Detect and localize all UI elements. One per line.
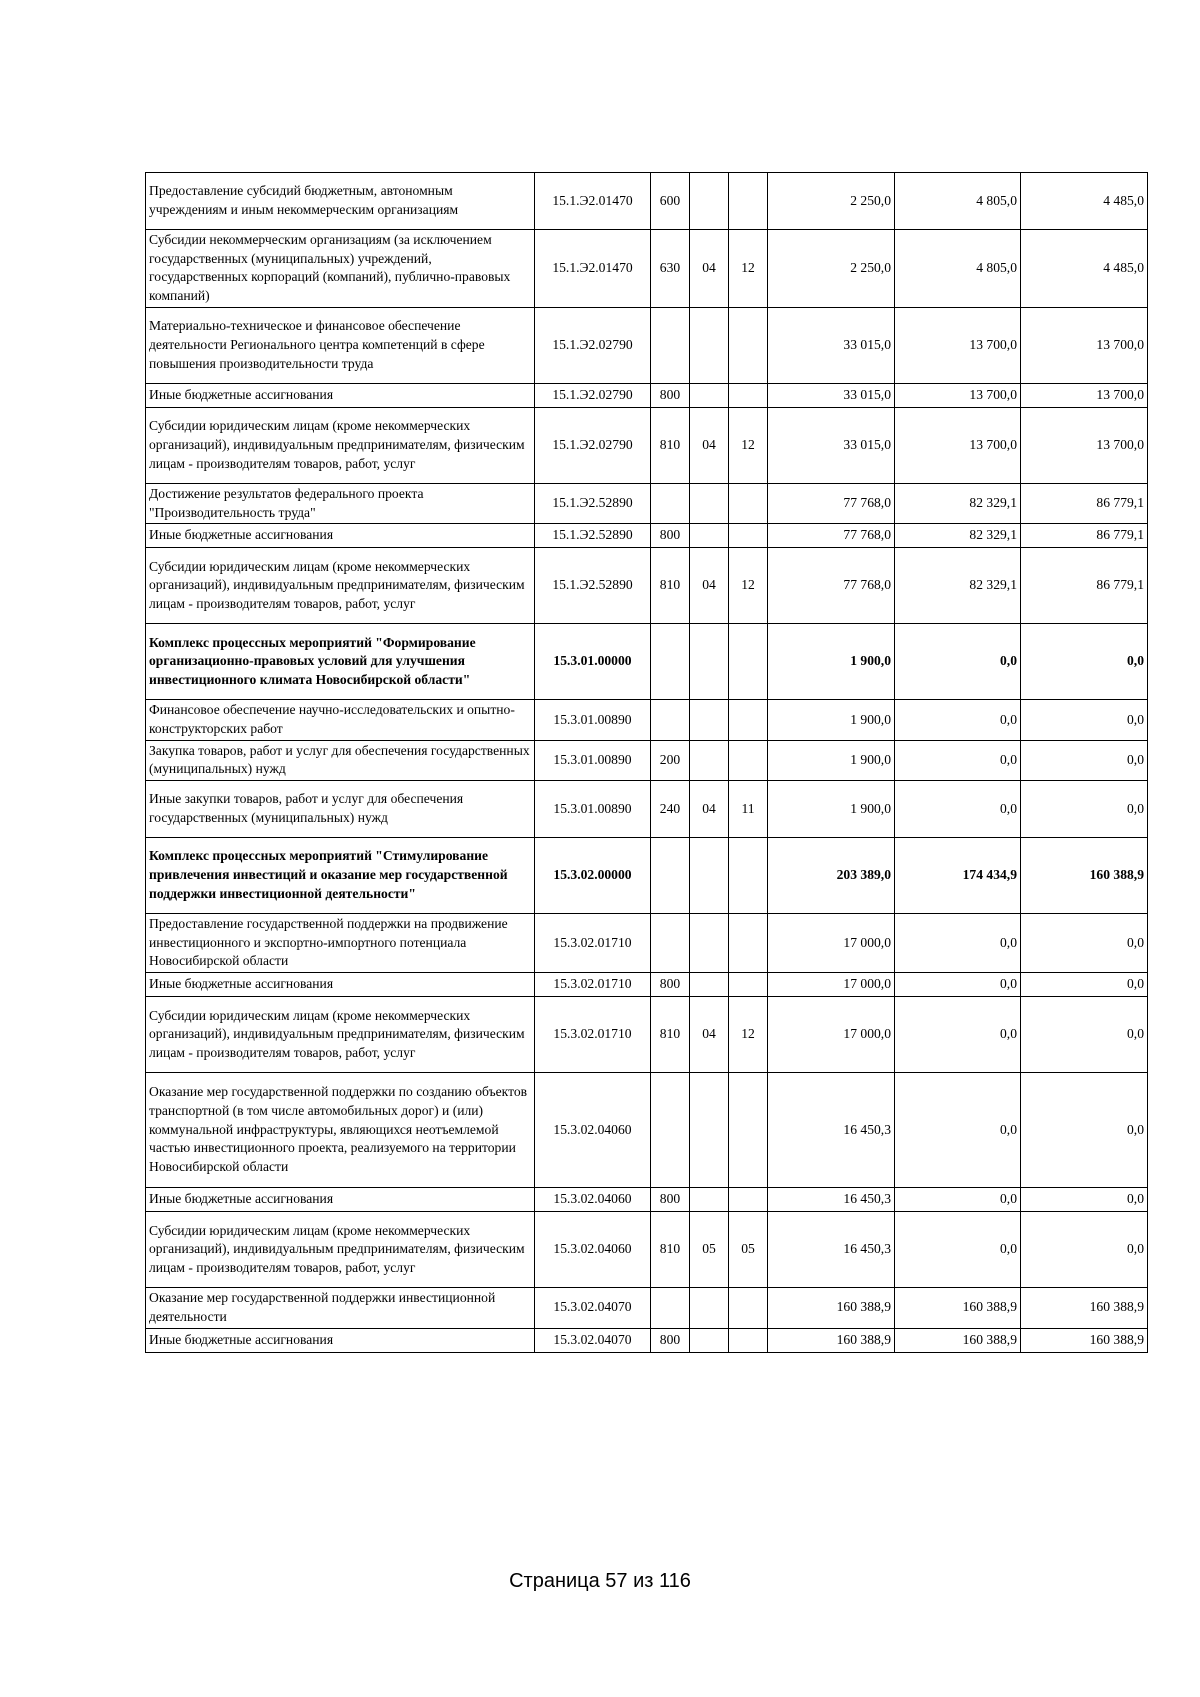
section-code [690,383,729,407]
row-name: Иные закупки товаров, работ и услуг для обеспечения государственных (муниципальных) нужд [146,781,535,838]
section-code: 04 [690,781,729,838]
amount-year-1: 16 450,3 [768,1073,895,1188]
amount-year-1: 17 000,0 [768,914,895,973]
subsection-code: 05 [729,1212,768,1288]
table-row [146,700,1148,740]
expense-type: 800 [651,973,690,997]
section-code [690,1328,729,1352]
amount-year-2: 82 329,1 [895,483,1021,523]
subsection-code: 12 [729,548,768,624]
budget-code: 15.3.02.04070 [535,1288,651,1328]
section-code [690,838,729,914]
amount-year-2: 4 805,0 [895,173,1021,230]
row-name: Субсидии юридическим лицам (кроме некоммерческих организаций), индивидуальным предпринимателям, физическим лицам - производителям товаров, работ, услуг [146,1212,535,1288]
budget-code: 15.3.01.00890 [535,700,651,740]
row-name: Иные бюджетные ассигнования [146,524,535,548]
amount-year-3: 13 700,0 [1021,407,1148,483]
amount-year-3: 13 700,0 [1021,307,1148,383]
section-code [690,973,729,997]
row-name: Субсидии юридическим лицам (кроме некоммерческих организаций), индивидуальным предпринимателям, физическим лицам - производителям товаров, работ, услуг [146,997,535,1073]
expense-type [651,1073,690,1188]
budget-code: 15.1.Э2.52890 [535,524,651,548]
section-code [690,524,729,548]
row-name: Предоставление субсидий бюджетным, автономным учреждениям и иным некоммерческим организациям [146,173,535,230]
subsection-code [729,1188,768,1212]
amount-year-3: 0,0 [1021,1212,1148,1288]
subsection-code: 11 [729,781,768,838]
amount-year-2: 82 329,1 [895,524,1021,548]
amount-year-1: 33 015,0 [768,407,895,483]
subsection-code [729,914,768,973]
amount-year-1: 17 000,0 [768,997,895,1073]
amount-year-3: 0,0 [1021,914,1148,973]
row-name: Комплекс процессных мероприятий "Формирование организационно-правовых условий для улучшения инвестиционного климата Новосибирской области" [146,624,535,700]
expense-type: 600 [651,173,690,230]
row-name: Субсидии юридическим лицам (кроме некоммерческих организаций), индивидуальным предпринимателям, физическим лицам - производителям товаров, работ, услуг [146,548,535,624]
amount-year-2: 13 700,0 [895,407,1021,483]
amount-year-3: 4 485,0 [1021,173,1148,230]
subsection-code [729,838,768,914]
table-row [146,173,1148,230]
row-name: Иные бюджетные ассигнования [146,973,535,997]
table-row [146,997,1148,1073]
amount-year-3: 86 779,1 [1021,548,1148,624]
amount-year-2: 13 700,0 [895,307,1021,383]
amount-year-2: 0,0 [895,997,1021,1073]
budget-code: 15.3.02.04070 [535,1328,651,1352]
budget-code: 15.1.Э2.01470 [535,173,651,230]
amount-year-1: 77 768,0 [768,548,895,624]
expense-type: 800 [651,383,690,407]
page-number: Страница 57 из 116 [509,1570,691,1592]
budget-code: 15.3.02.01710 [535,914,651,973]
expense-type: 810 [651,407,690,483]
subsection-code [729,1073,768,1188]
section-code [690,307,729,383]
budget-code: 15.3.02.04060 [535,1188,651,1212]
amount-year-1: 77 768,0 [768,483,895,523]
table-row [146,1288,1148,1328]
expense-type [651,1288,690,1328]
amount-year-3: 0,0 [1021,1073,1148,1188]
budget-code: 15.3.01.00000 [535,624,651,700]
expense-type: 810 [651,1212,690,1288]
section-code [690,700,729,740]
section-code [690,1188,729,1212]
expense-type [651,700,690,740]
section-code [690,173,729,230]
amount-year-3: 4 485,0 [1021,230,1148,308]
amount-year-1: 203 389,0 [768,838,895,914]
section-code: 04 [690,548,729,624]
expense-type: 800 [651,1188,690,1212]
expense-type: 800 [651,524,690,548]
amount-year-1: 160 388,9 [768,1328,895,1352]
row-name: Субсидии юридическим лицам (кроме некоммерческих организаций), индивидуальным предпринимателям, физическим лицам - производителям товаров, работ, услуг [146,407,535,483]
amount-year-1: 1 900,0 [768,740,895,780]
budget-code: 15.3.02.01710 [535,997,651,1073]
expense-type: 240 [651,781,690,838]
budget-code: 15.3.02.01710 [535,973,651,997]
amount-year-2: 0,0 [895,624,1021,700]
subsection-code [729,1328,768,1352]
subsection-code [729,624,768,700]
amount-year-2: 0,0 [895,1073,1021,1188]
amount-year-3: 0,0 [1021,1188,1148,1212]
amount-year-2: 174 434,9 [895,838,1021,914]
table-row [146,1073,1148,1188]
amount-year-3: 86 779,1 [1021,524,1148,548]
table-row [146,740,1148,780]
row-name: Оказание мер государственной поддержки по созданию объектов транспортной (в том числе автомобильных дорог) и (или) коммунальной инфраструктуры, являющихся неотъемлемой частью инвестиционного проекта, реализуемого на территории Новосибирской области [146,1073,535,1188]
expense-type: 810 [651,548,690,624]
amount-year-1: 1 900,0 [768,700,895,740]
section-code [690,914,729,973]
amount-year-2: 160 388,9 [895,1288,1021,1328]
expense-type: 200 [651,740,690,780]
subsection-code: 12 [729,997,768,1073]
amount-year-1: 160 388,9 [768,1288,895,1328]
section-code: 04 [690,230,729,308]
expense-type [651,838,690,914]
subsection-code [729,524,768,548]
amount-year-2: 0,0 [895,973,1021,997]
table-row [146,914,1148,973]
section-code: 05 [690,1212,729,1288]
subsection-code [729,1288,768,1328]
amount-year-3: 0,0 [1021,624,1148,700]
amount-year-3: 0,0 [1021,781,1148,838]
table-row [146,1328,1148,1352]
table-row [146,1212,1148,1288]
budget-code: 15.1.Э2.02790 [535,407,651,483]
subsection-code: 12 [729,407,768,483]
amount-year-1: 33 015,0 [768,307,895,383]
expense-type [651,624,690,700]
table-body [146,173,1148,1353]
amount-year-1: 77 768,0 [768,524,895,548]
budget-code: 15.3.02.04060 [535,1073,651,1188]
section-code [690,1288,729,1328]
amount-year-2: 0,0 [895,914,1021,973]
budget-code: 15.1.Э2.01470 [535,230,651,308]
table-row [146,383,1148,407]
table-row [146,1188,1148,1212]
amount-year-2: 0,0 [895,700,1021,740]
amount-year-2: 82 329,1 [895,548,1021,624]
subsection-code [729,973,768,997]
amount-year-2: 0,0 [895,1188,1021,1212]
amount-year-1: 16 450,3 [768,1212,895,1288]
amount-year-2: 0,0 [895,740,1021,780]
expense-type: 810 [651,997,690,1073]
table-row [146,548,1148,624]
subsection-code [729,383,768,407]
amount-year-2: 13 700,0 [895,383,1021,407]
table-row [146,781,1148,838]
table-row [146,407,1148,483]
row-name: Оказание мер государственной поддержки инвестиционной деятельности [146,1288,535,1328]
section-code: 04 [690,407,729,483]
amount-year-3: 0,0 [1021,997,1148,1073]
amount-year-2: 0,0 [895,781,1021,838]
section-code [690,483,729,523]
amount-year-3: 160 388,9 [1021,838,1148,914]
subsection-code [729,483,768,523]
amount-year-3: 160 388,9 [1021,1288,1148,1328]
amount-year-3: 0,0 [1021,740,1148,780]
budget-code: 15.1.Э2.52890 [535,483,651,523]
expense-type [651,307,690,383]
section-code [690,624,729,700]
subsection-code [729,700,768,740]
expense-type: 800 [651,1328,690,1352]
row-name: Предоставление государственной поддержки на продвижение инвестиционного и экспортно-импортного потенциала Новосибирской области [146,914,535,973]
subsection-code [729,307,768,383]
table-row [146,307,1148,383]
amount-year-3: 13 700,0 [1021,383,1148,407]
amount-year-3: 0,0 [1021,700,1148,740]
amount-year-1: 1 900,0 [768,624,895,700]
amount-year-1: 2 250,0 [768,173,895,230]
table-row [146,524,1148,548]
amount-year-2: 0,0 [895,1212,1021,1288]
section-code [690,740,729,780]
amount-year-3: 160 388,9 [1021,1328,1148,1352]
row-name: Закупка товаров, работ и услуг для обеспечения государственных (муниципальных) нужд [146,740,535,780]
amount-year-2: 4 805,0 [895,230,1021,308]
row-name: Субсидии некоммерческим организациям (за исключением государственных (муниципальных) учреждений, государственных корпораций (компаний), публично-правовых компаний) [146,230,535,308]
amount-year-1: 17 000,0 [768,973,895,997]
table-row [146,838,1148,914]
subsection-code [729,740,768,780]
row-name: Иные бюджетные ассигнования [146,383,535,407]
budget-code: 15.1.Э2.52890 [535,548,651,624]
row-name: Иные бюджетные ассигнования [146,1328,535,1352]
table-row [146,973,1148,997]
table-row [146,624,1148,700]
row-name: Финансовое обеспечение научно-исследовательских и опытно-конструкторских работ [146,700,535,740]
expense-type: 630 [651,230,690,308]
expense-type [651,483,690,523]
row-name: Материально-техническое и финансовое обеспечение деятельности Регионального центра компетенций в сфере повышения производительности труда [146,307,535,383]
subsection-code: 12 [729,230,768,308]
amount-year-1: 2 250,0 [768,230,895,308]
budget-table [145,172,1148,1353]
amount-year-1: 1 900,0 [768,781,895,838]
section-code: 04 [690,997,729,1073]
budget-code: 15.1.Э2.02790 [535,383,651,407]
budget-code: 15.3.01.00890 [535,740,651,780]
subsection-code [729,173,768,230]
budget-code: 15.3.01.00890 [535,781,651,838]
amount-year-1: 33 015,0 [768,383,895,407]
amount-year-3: 0,0 [1021,973,1148,997]
amount-year-3: 86 779,1 [1021,483,1148,523]
table-row [146,230,1148,308]
row-name: Иные бюджетные ассигнования [146,1188,535,1212]
expense-type [651,914,690,973]
budget-code: 15.1.Э2.02790 [535,307,651,383]
table-row [146,483,1148,523]
budget-code: 15.3.02.04060 [535,1212,651,1288]
row-name: Комплекс процессных мероприятий "Стимулирование привлечения инвестиций и оказание мер государственной поддержки инвестиционной деятельности" [146,838,535,914]
amount-year-2: 160 388,9 [895,1328,1021,1352]
amount-year-1: 16 450,3 [768,1188,895,1212]
budget-code: 15.3.02.00000 [535,838,651,914]
row-name: Достижение результатов федерального проекта "Производительность труда" [146,483,535,523]
section-code [690,1073,729,1188]
